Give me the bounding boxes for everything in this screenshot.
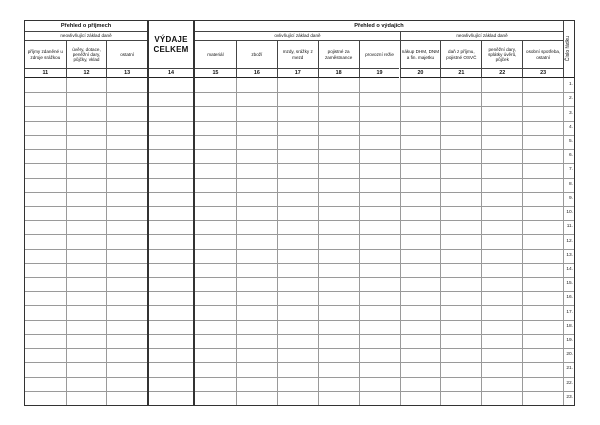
table-row[interactable]: [149, 277, 193, 292]
total-title-line2: CELKEM: [153, 44, 189, 54]
expense-column-label: provozní režie: [359, 41, 400, 69]
table-row[interactable]: [195, 320, 574, 335]
table-row[interactable]: [25, 377, 147, 392]
row-number: 13.: [566, 252, 573, 258]
table-row[interactable]: [149, 249, 193, 264]
income-group-label: neovlivňující základ daně: [25, 32, 147, 41]
table-row[interactable]: [25, 178, 147, 193]
expense-column-label: zboží: [236, 41, 277, 69]
table-row[interactable]: [149, 149, 193, 164]
expense-column-label: nákup DHM, DNM a fin. majetku: [400, 41, 441, 69]
table-row[interactable]: [149, 234, 193, 249]
row-number: 9.: [568, 195, 573, 201]
table-row[interactable]: [195, 106, 574, 121]
table-row[interactable]: [149, 320, 193, 335]
total-title-line1: VÝDAJE: [154, 35, 188, 45]
table-row[interactable]: [149, 192, 193, 207]
row-number: 1.: [568, 82, 573, 88]
income-column-number: 11: [25, 69, 66, 78]
table-row[interactable]: [195, 334, 574, 349]
ledger-entry-grid: [149, 78, 193, 405]
ledger-entry-grid: [195, 78, 574, 405]
table-row[interactable]: [149, 263, 193, 278]
row-number: 11.: [566, 224, 573, 230]
income-column-number: 13: [106, 69, 147, 78]
table-row[interactable]: [195, 362, 574, 377]
table-row[interactable]: [149, 135, 193, 150]
table-row[interactable]: [195, 305, 574, 320]
table-row[interactable]: [25, 206, 147, 221]
table-row[interactable]: [25, 234, 147, 249]
income-column-label: příjmy zdaněné u zdroje srážkou: [25, 41, 66, 69]
table-row[interactable]: [195, 377, 574, 392]
row-number: 16.: [566, 295, 573, 301]
row-number: 19.: [566, 338, 573, 344]
row-number: 2.: [568, 96, 573, 102]
total-column-number: 14: [149, 69, 193, 78]
row-number: 20.: [566, 352, 573, 358]
expense-title: Přehled o výdajích: [195, 21, 563, 32]
expense-column-number: 21: [440, 69, 481, 78]
table-row[interactable]: [149, 305, 193, 320]
row-number: 12.: [566, 238, 573, 244]
table-row[interactable]: [25, 249, 147, 264]
income-title: Přehled o příjmech: [25, 21, 147, 32]
row-number: 14.: [566, 266, 573, 272]
table-row[interactable]: [25, 277, 147, 292]
table-row[interactable]: [195, 206, 574, 221]
table-row[interactable]: [195, 135, 574, 150]
expense-column-number: 23: [522, 69, 563, 78]
table-row[interactable]: [195, 121, 574, 136]
table-row[interactable]: [195, 291, 574, 306]
table-row[interactable]: [25, 192, 147, 207]
table-row[interactable]: [149, 362, 193, 377]
table-row[interactable]: [149, 206, 193, 221]
ledger-sheet: [24, 20, 575, 406]
row-number-header: [563, 21, 574, 78]
table-row[interactable]: [25, 121, 147, 136]
row-number-header-label: Číslo řádku: [565, 36, 572, 62]
table-row[interactable]: [25, 92, 147, 107]
table-row[interactable]: [25, 135, 147, 150]
expense-group-affecting: ovlivňující základ daně: [195, 32, 400, 41]
row-number: 3.: [568, 110, 573, 116]
table-row[interactable]: [149, 106, 193, 121]
expense-column-label: osobní spotřeba, ostatní: [522, 41, 563, 69]
expense-column-number: 18: [318, 69, 359, 78]
row-number: 6.: [568, 153, 573, 159]
table-row[interactable]: [149, 220, 193, 235]
table-row[interactable]: [149, 178, 193, 193]
table-row[interactable]: [149, 291, 193, 306]
table-row[interactable]: [25, 149, 147, 164]
table-row[interactable]: [195, 249, 574, 264]
income-column-number: 12: [66, 69, 107, 78]
table-row[interactable]: [25, 334, 147, 349]
table-row[interactable]: [149, 334, 193, 349]
table-row[interactable]: [149, 348, 193, 363]
income-column-label: ostatní: [106, 41, 147, 69]
expense-column-number: 22: [481, 69, 522, 78]
table-row[interactable]: [195, 263, 574, 278]
total-title: [149, 21, 193, 69]
row-number: 22.: [566, 380, 573, 386]
table-row[interactable]: [195, 163, 574, 178]
table-row[interactable]: [195, 149, 574, 164]
expense-column-label: peněžní dary, splátky úvěrů, půjček: [481, 41, 522, 69]
row-number: 23.: [566, 394, 573, 400]
table-row[interactable]: [195, 78, 574, 92]
table-row[interactable]: [25, 348, 147, 363]
row-number: 17.: [566, 309, 573, 315]
expense-column-number: 16: [236, 69, 277, 78]
row-number: 7.: [568, 167, 573, 173]
expense-group-not-affecting: neovlivňující základ daně: [400, 32, 563, 41]
table-row[interactable]: [149, 163, 193, 178]
table-row[interactable]: [149, 377, 193, 392]
table-row[interactable]: [149, 92, 193, 107]
expense-column-number: 17: [277, 69, 318, 78]
table-row[interactable]: [195, 92, 574, 107]
expense-column-number: 15: [195, 69, 236, 78]
expense-column-label: daň z příjmu, pojistné OSVČ: [440, 41, 481, 69]
table-row[interactable]: [195, 277, 574, 292]
expense-column-number: 19: [359, 69, 400, 78]
income-column-label: úvěry, dotace, peněžní dary, půjčky, vklad: [66, 41, 107, 69]
table-row[interactable]: [25, 220, 147, 235]
table-row[interactable]: [25, 391, 147, 406]
ledger-entry-grid: [25, 78, 147, 405]
table-row[interactable]: [25, 106, 147, 121]
table-row[interactable]: [195, 192, 574, 207]
income-overview-table: [24, 20, 148, 406]
row-number: 5.: [568, 138, 573, 144]
row-number: 10.: [566, 210, 573, 216]
expense-column-label: pojistné za zaměstnance: [318, 41, 359, 69]
expense-overview-table: [194, 20, 575, 406]
table-row[interactable]: [25, 362, 147, 377]
table-row[interactable]: [25, 320, 147, 335]
table-row[interactable]: [149, 121, 193, 136]
table-row[interactable]: [195, 348, 574, 363]
row-number: 18.: [566, 323, 573, 329]
expense-column-label: mzdy, srážky z mezd: [277, 41, 318, 69]
table-row[interactable]: [195, 234, 574, 249]
row-number: 15.: [566, 281, 573, 287]
table-row[interactable]: [25, 78, 147, 92]
table-row[interactable]: [25, 291, 147, 306]
row-number: 8.: [568, 181, 573, 187]
table-row[interactable]: [25, 263, 147, 278]
expense-column-label: materiál: [195, 41, 236, 69]
table-row[interactable]: [149, 391, 193, 406]
total-expenses-column: [148, 20, 194, 406]
table-row[interactable]: [195, 178, 574, 193]
table-row[interactable]: [195, 391, 574, 406]
table-row[interactable]: [25, 305, 147, 320]
table-row[interactable]: [149, 78, 193, 92]
row-number: 4.: [568, 124, 573, 130]
table-row[interactable]: [195, 220, 574, 235]
row-number: 21.: [566, 366, 573, 372]
expense-column-number: 20: [400, 69, 441, 78]
table-row[interactable]: [25, 163, 147, 178]
